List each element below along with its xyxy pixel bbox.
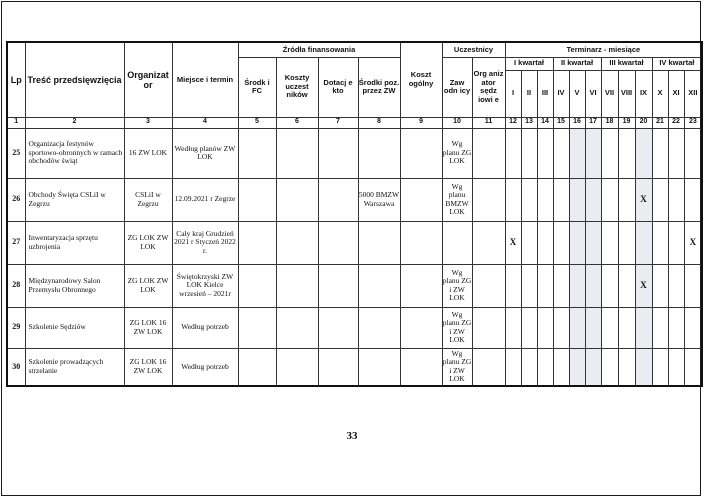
table-row	[7, 221, 702, 264]
row-miejsce: Według potrzeb	[172, 307, 238, 348]
row-month-9	[635, 221, 652, 264]
row-month-11	[668, 307, 684, 348]
column-number-2: 2	[25, 117, 124, 128]
row-zawodnicy: Wg planu ZG i ZW LOK	[442, 264, 472, 307]
row-month-8	[618, 221, 635, 264]
row-month-5	[569, 264, 585, 307]
row-month-3	[537, 307, 553, 348]
row-koszty-uczestnikow	[276, 178, 318, 221]
row-month-9	[635, 348, 652, 386]
table-row	[7, 307, 702, 348]
row-month-1	[505, 348, 521, 386]
table-row	[7, 128, 702, 178]
column-number-5: 5	[238, 117, 276, 128]
header-uczestnicy: Uczestnicy	[442, 42, 505, 57]
row-month-7	[601, 221, 618, 264]
header-month-9: IX	[635, 70, 652, 117]
row-miejsce: 12.09.2021 r Zegrze	[172, 178, 238, 221]
header-month-4: IV	[553, 70, 569, 117]
row-month-10	[652, 264, 668, 307]
row-month-2	[521, 221, 537, 264]
row-month-1	[505, 307, 521, 348]
column-number-15: 15	[553, 117, 569, 128]
row-organizator: ZG LOK ZW LOK	[124, 221, 172, 264]
table-row	[7, 348, 702, 386]
row-sedziowie	[472, 128, 505, 178]
row-month-12	[684, 264, 702, 307]
column-number-9: 9	[400, 117, 442, 128]
row-srodki-zw	[358, 128, 400, 178]
row-tresc: Szkolenie prowadzących strzelanie	[25, 348, 124, 386]
column-number-19: 19	[618, 117, 635, 128]
row-dotacje	[318, 221, 358, 264]
column-number-12: 12	[505, 117, 521, 128]
header-terminarz: Terminarz - miesiące	[505, 42, 702, 57]
row-koszt-ogolny	[400, 221, 442, 264]
header-month-3: III	[537, 70, 553, 117]
row-srodki-zw: 5000 BMZW Warszawa	[358, 178, 400, 221]
row-month-7	[601, 348, 618, 386]
row-month-4	[553, 307, 569, 348]
header-srodki-zw: Środki poz. przez ZW	[358, 57, 400, 117]
row-dotacje	[318, 348, 358, 386]
row-month-4	[553, 221, 569, 264]
row-month-8	[618, 128, 635, 178]
row-month-11	[668, 128, 684, 178]
row-sedziowie	[472, 221, 505, 264]
row-month-6	[585, 178, 601, 221]
column-number-10: 10	[442, 117, 472, 128]
row-month-10	[652, 178, 668, 221]
header-month-12: XII	[684, 70, 702, 117]
row-month-4	[553, 264, 569, 307]
row-month-11	[668, 264, 684, 307]
row-month-9: X	[635, 264, 652, 307]
row-month-5	[569, 221, 585, 264]
header-month-1: I	[505, 70, 521, 117]
row-month-8	[618, 307, 635, 348]
header-quarter-1: I kwartał	[505, 57, 553, 70]
header-koszty-uczestnikow: Koszty uczest ników	[276, 57, 318, 117]
row-month-12	[684, 348, 702, 386]
header-tresc: Treść przedsięwzięcia	[25, 42, 124, 117]
row-month-12: X	[684, 221, 702, 264]
column-number-23: 23	[684, 117, 702, 128]
row-month-4	[553, 178, 569, 221]
column-number-14: 14	[537, 117, 553, 128]
row-srodki-zw	[358, 221, 400, 264]
row-month-3	[537, 178, 553, 221]
row-month-4	[553, 348, 569, 386]
row-month-10	[652, 307, 668, 348]
row-month-8	[618, 178, 635, 221]
row-koszt-ogolny	[400, 128, 442, 178]
row-month-6	[585, 264, 601, 307]
row-month-5	[569, 307, 585, 348]
header-quarter-4: IV kwartał	[652, 57, 702, 70]
row-lp: 26	[7, 178, 25, 221]
header-organizator-sedziowie: Org aniz ator sędz iowi e	[472, 57, 505, 117]
row-month-11	[668, 221, 684, 264]
table-row	[7, 178, 702, 221]
row-zawodnicy: Wg planu BMZW LOK	[442, 178, 472, 221]
header-month-2: II	[521, 70, 537, 117]
column-number-17: 17	[585, 117, 601, 128]
row-zawodnicy: Wg planu ZG LOK	[442, 128, 472, 178]
column-number-13: 13	[521, 117, 537, 128]
row-dotacje	[318, 128, 358, 178]
plan-table	[6, 41, 703, 387]
table-row	[7, 264, 702, 307]
row-month-9	[635, 307, 652, 348]
row-lp: 27	[7, 221, 25, 264]
row-koszt-ogolny	[400, 348, 442, 386]
row-organizator: 16 ZW LOK	[124, 128, 172, 178]
row-month-2	[521, 178, 537, 221]
row-koszty-uczestnikow	[276, 348, 318, 386]
row-dotacje	[318, 178, 358, 221]
row-koszty-uczestnikow	[276, 307, 318, 348]
row-koszty-uczestnikow	[276, 221, 318, 264]
row-miejsce: Cały kraj Grudzień 2021 r Styczeń 2022 r.	[172, 221, 238, 264]
row-srodki-zw	[358, 348, 400, 386]
row-month-5	[569, 178, 585, 221]
row-month-11	[668, 348, 684, 386]
column-number-18: 18	[601, 117, 618, 128]
row-sedziowie	[472, 348, 505, 386]
row-month-10	[652, 348, 668, 386]
row-srodki-fc	[238, 307, 276, 348]
row-tresc: Organizacja festynów sportowo-obronnych w ramach obchodów świąt	[25, 128, 124, 178]
row-month-1: X	[505, 221, 521, 264]
column-number-21: 21	[652, 117, 668, 128]
row-month-2	[521, 307, 537, 348]
column-number-20: 20	[635, 117, 652, 128]
page-number: 33	[346, 430, 358, 442]
header-miejsce: Miejsce i termin	[172, 42, 238, 117]
row-organizator: CSLiI w Zegrzu	[124, 178, 172, 221]
row-month-9	[635, 128, 652, 178]
row-month-6	[585, 348, 601, 386]
row-month-8	[618, 264, 635, 307]
row-month-12	[684, 178, 702, 221]
column-number-3: 3	[124, 117, 172, 128]
row-month-1	[505, 128, 521, 178]
header-month-5: V	[569, 70, 585, 117]
row-srodki-fc	[238, 264, 276, 307]
row-month-3	[537, 128, 553, 178]
row-koszty-uczestnikow	[276, 264, 318, 307]
row-srodki-fc	[238, 348, 276, 386]
row-month-9: X	[635, 178, 652, 221]
row-organizator: ZG LOK ZW LOK	[124, 264, 172, 307]
row-srodki-fc	[238, 178, 276, 221]
column-number-11: 11	[472, 117, 505, 128]
header-lp: Lp	[7, 42, 25, 117]
row-month-6	[585, 307, 601, 348]
row-srodki-fc	[238, 128, 276, 178]
row-tresc: Obchody Święta CSLiI w Zegrzu	[25, 178, 124, 221]
row-tresc: Międzynarodowy Salon Przemysłu Obronnego	[25, 264, 124, 307]
header-month-6: VI	[585, 70, 601, 117]
row-month-7	[601, 264, 618, 307]
row-zawodnicy: Wg planu ZG i ZW LOK	[442, 307, 472, 348]
column-number-22: 22	[668, 117, 684, 128]
row-miejsce: Świętokrzyski ZW LOK Kielce wrzesień – 2021r	[172, 264, 238, 307]
row-koszt-ogolny	[400, 264, 442, 307]
row-month-3	[537, 221, 553, 264]
row-sedziowie	[472, 307, 505, 348]
column-number-6: 6	[276, 117, 318, 128]
header-quarter-2: II kwartał	[553, 57, 601, 70]
header-month-7: VII	[601, 70, 618, 117]
row-zawodnicy: Wg planu ZG i ZW LOK	[442, 348, 472, 386]
row-month-5	[569, 128, 585, 178]
row-srodki-zw	[358, 307, 400, 348]
header-month-10: X	[652, 70, 668, 117]
row-koszty-uczestnikow	[276, 128, 318, 178]
row-month-3	[537, 348, 553, 386]
row-month-7	[601, 178, 618, 221]
column-number-4: 4	[172, 117, 238, 128]
column-number-7: 7	[318, 117, 358, 128]
header-koszt-ogolny: Koszt ogólny	[400, 42, 442, 117]
row-tresc: Inwentaryzacja sprzętu uzbrojenia	[25, 221, 124, 264]
row-miejsce: Według potrzeb	[172, 348, 238, 386]
row-month-8	[618, 348, 635, 386]
row-miejsce: Według planów ZW LOK	[172, 128, 238, 178]
row-koszt-ogolny	[400, 178, 442, 221]
row-srodki-zw	[358, 264, 400, 307]
header-zawodnicy: Zaw odn icy	[442, 57, 472, 117]
row-month-3	[537, 264, 553, 307]
row-month-1	[505, 178, 521, 221]
row-organizator: ZG LOK 16 ZW LOK	[124, 307, 172, 348]
row-month-1	[505, 264, 521, 307]
row-organizator: ZG LOK 16 ZW LOK	[124, 348, 172, 386]
row-month-2	[521, 128, 537, 178]
header-quarter-3: III kwartał	[601, 57, 652, 70]
header-month-8: VIII	[618, 70, 635, 117]
row-month-4	[553, 128, 569, 178]
row-month-12	[684, 128, 702, 178]
row-month-5	[569, 348, 585, 386]
row-month-7	[601, 307, 618, 348]
header-organizator: Organizat or	[124, 42, 172, 117]
row-month-10	[652, 221, 668, 264]
row-lp: 30	[7, 348, 25, 386]
column-number-8: 8	[358, 117, 400, 128]
row-lp: 29	[7, 307, 25, 348]
header-month-11: XI	[668, 70, 684, 117]
row-month-6	[585, 221, 601, 264]
row-month-10	[652, 128, 668, 178]
header-srodki-fc: Środk i FC	[238, 57, 276, 117]
row-sedziowie	[472, 264, 505, 307]
column-number-1: 1	[7, 117, 25, 128]
row-month-11	[668, 178, 684, 221]
row-lp: 25	[7, 128, 25, 178]
row-koszt-ogolny	[400, 307, 442, 348]
row-lp: 28	[7, 264, 25, 307]
row-dotacje	[318, 264, 358, 307]
row-month-6	[585, 128, 601, 178]
row-srodki-fc	[238, 221, 276, 264]
row-sedziowie	[472, 178, 505, 221]
column-number-16: 16	[569, 117, 585, 128]
header-dotacje: Dotacj e kto	[318, 57, 358, 117]
row-month-12	[684, 307, 702, 348]
row-month-2	[521, 348, 537, 386]
row-month-2	[521, 264, 537, 307]
row-month-7	[601, 128, 618, 178]
row-dotacje	[318, 307, 358, 348]
row-tresc: Szkolenie Sędziów	[25, 307, 124, 348]
header-zrodla-finansowania: Źródła finansowania	[238, 42, 400, 57]
row-zawodnicy	[442, 221, 472, 264]
